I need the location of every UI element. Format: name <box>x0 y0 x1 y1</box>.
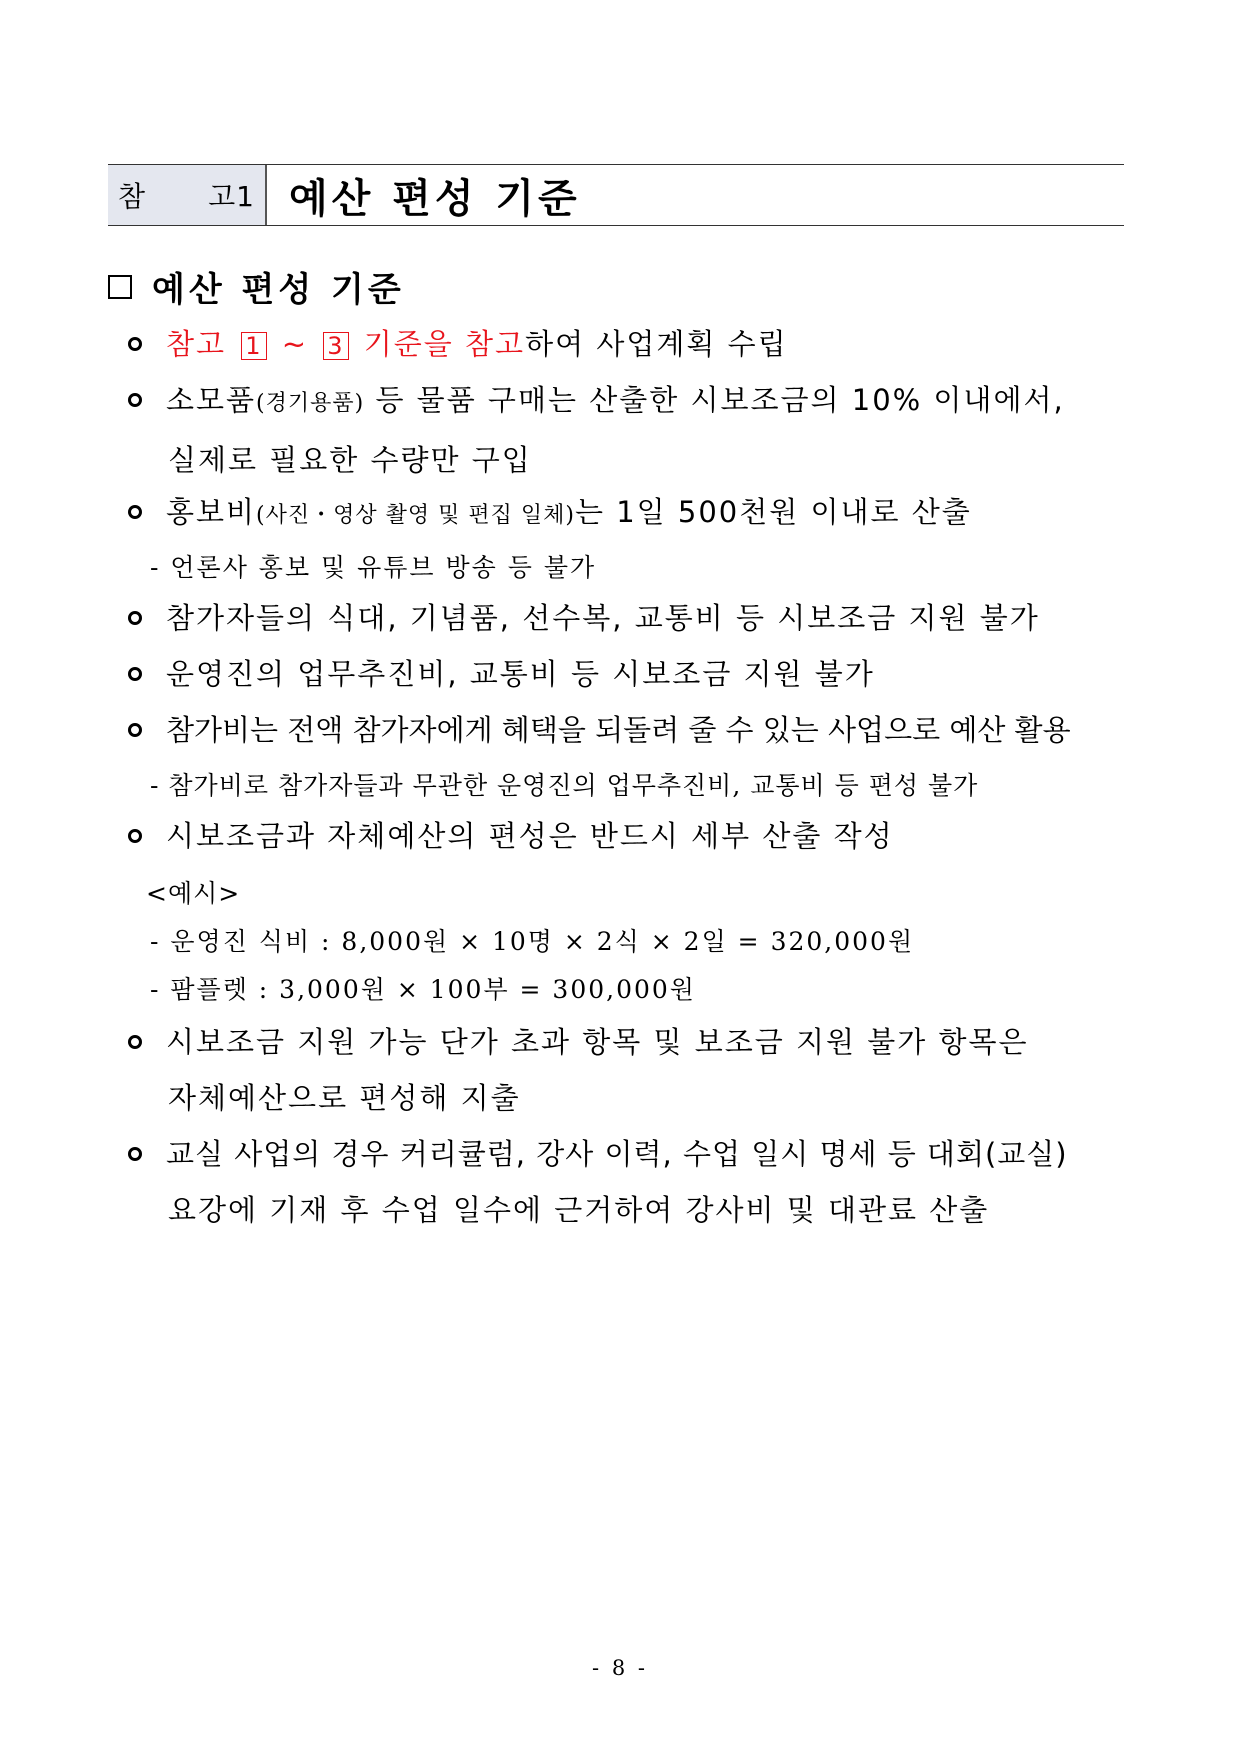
list-item <box>128 702 1128 758</box>
item-text: 시보조금과 자체예산의 편성은 반드시 세부 산출 작성 <box>166 819 894 853</box>
list-item <box>128 590 1128 646</box>
circle-bullet-icon <box>128 590 166 646</box>
reference-tag-right: 고1 <box>208 180 255 213</box>
red-text: ~ <box>270 327 320 361</box>
item-text-part: 등 물품 구매는 산출한 시보조금의 10% 이내에서, <box>364 383 1065 417</box>
reference-number-box: 1 <box>241 332 266 360</box>
item-text-part: 소모품 <box>166 383 257 417</box>
red-text: 기준을 참고 <box>352 327 526 361</box>
reference-number-box: 3 <box>323 332 348 360</box>
circle-bullet-icon <box>128 702 166 758</box>
list-item <box>128 484 1128 544</box>
section-title: 예산 편성 기준 <box>152 270 405 310</box>
list-item <box>128 646 1128 702</box>
sub-item: - 언론사 홍보 및 유튜브 방송 등 불가 <box>150 553 597 582</box>
circle-bullet-icon <box>128 1014 166 1070</box>
circle-bullet-icon <box>128 1126 166 1182</box>
circle-bullet-icon <box>128 808 166 864</box>
red-text: 참고 <box>166 327 238 361</box>
page-number: - 8 - <box>592 1656 648 1680</box>
circle-bullet-icon <box>128 484 166 540</box>
example-line: - 운영진 식비 : 8,000원 × 10명 × 2식 × 2일 = 320,000원 <box>150 927 915 956</box>
section-heading <box>108 262 405 311</box>
item-text-part: 홍보비 <box>166 495 257 529</box>
item-text: 운영진의 업무추진비, 교통비 등 시보조금 지원 불가 <box>166 657 875 691</box>
item-continuation: 요강에 기재 후 수업 일수에 근거하여 강사비 및 대관료 산출 <box>168 1193 990 1227</box>
circle-bullet-icon <box>128 316 166 372</box>
item-text-part: 는 1일 500천원 이내로 산출 <box>574 495 972 529</box>
item-text: 참가비는 전액 참가자에게 혜택을 되돌려 줄 수 있는 사업으로 예산 활용 <box>166 713 1071 747</box>
circle-bullet-icon <box>128 372 166 428</box>
reference-tag-left: 참 <box>118 180 147 213</box>
list-item <box>128 372 1128 488</box>
circle-bullet-icon <box>128 646 166 702</box>
reference-header <box>108 164 1124 226</box>
item-continuation: 자체예산으로 편성해 지출 <box>168 1081 521 1115</box>
sub-item: - 참가비로 참가자들과 무관한 운영진의 업무추진비, 교통비 등 편성 불가 <box>150 771 979 800</box>
list-item <box>128 316 1128 372</box>
item-text <box>166 484 1128 544</box>
item-text: 참가자들의 식대, 기념품, 선수복, 교통비 등 시보조금 지원 불가 <box>166 601 1040 635</box>
list-item <box>128 808 1128 864</box>
item-continuation: 실제로 필요한 수량만 구입 <box>168 443 532 477</box>
checkbox-square-icon <box>108 275 132 299</box>
list-item <box>128 1014 1128 1126</box>
item-note: (경기용품) <box>256 391 365 416</box>
list-item <box>128 1126 1128 1238</box>
reference-tag <box>108 165 267 225</box>
item-text-rest: 하여 사업계획 수립 <box>525 327 788 361</box>
item-text: 교실 사업의 경우 커리큘럼, 강사 이력, 수업 일시 명세 등 대회(교실) <box>166 1137 1068 1171</box>
item-text: 시보조금 지원 가능 단가 초과 항목 및 보조금 지원 불가 항목은 <box>166 1025 1029 1059</box>
example-label: <예시> <box>146 879 241 908</box>
item-text <box>166 316 1128 372</box>
item-text <box>166 372 1128 432</box>
page-title: 예산 편성 기준 <box>289 175 581 222</box>
item-note: (사진・영상 촬영 및 편집 일체) <box>256 503 575 528</box>
example-line: - 팜플렛 : 3,000원 × 100부 = 300,000원 <box>150 975 696 1004</box>
